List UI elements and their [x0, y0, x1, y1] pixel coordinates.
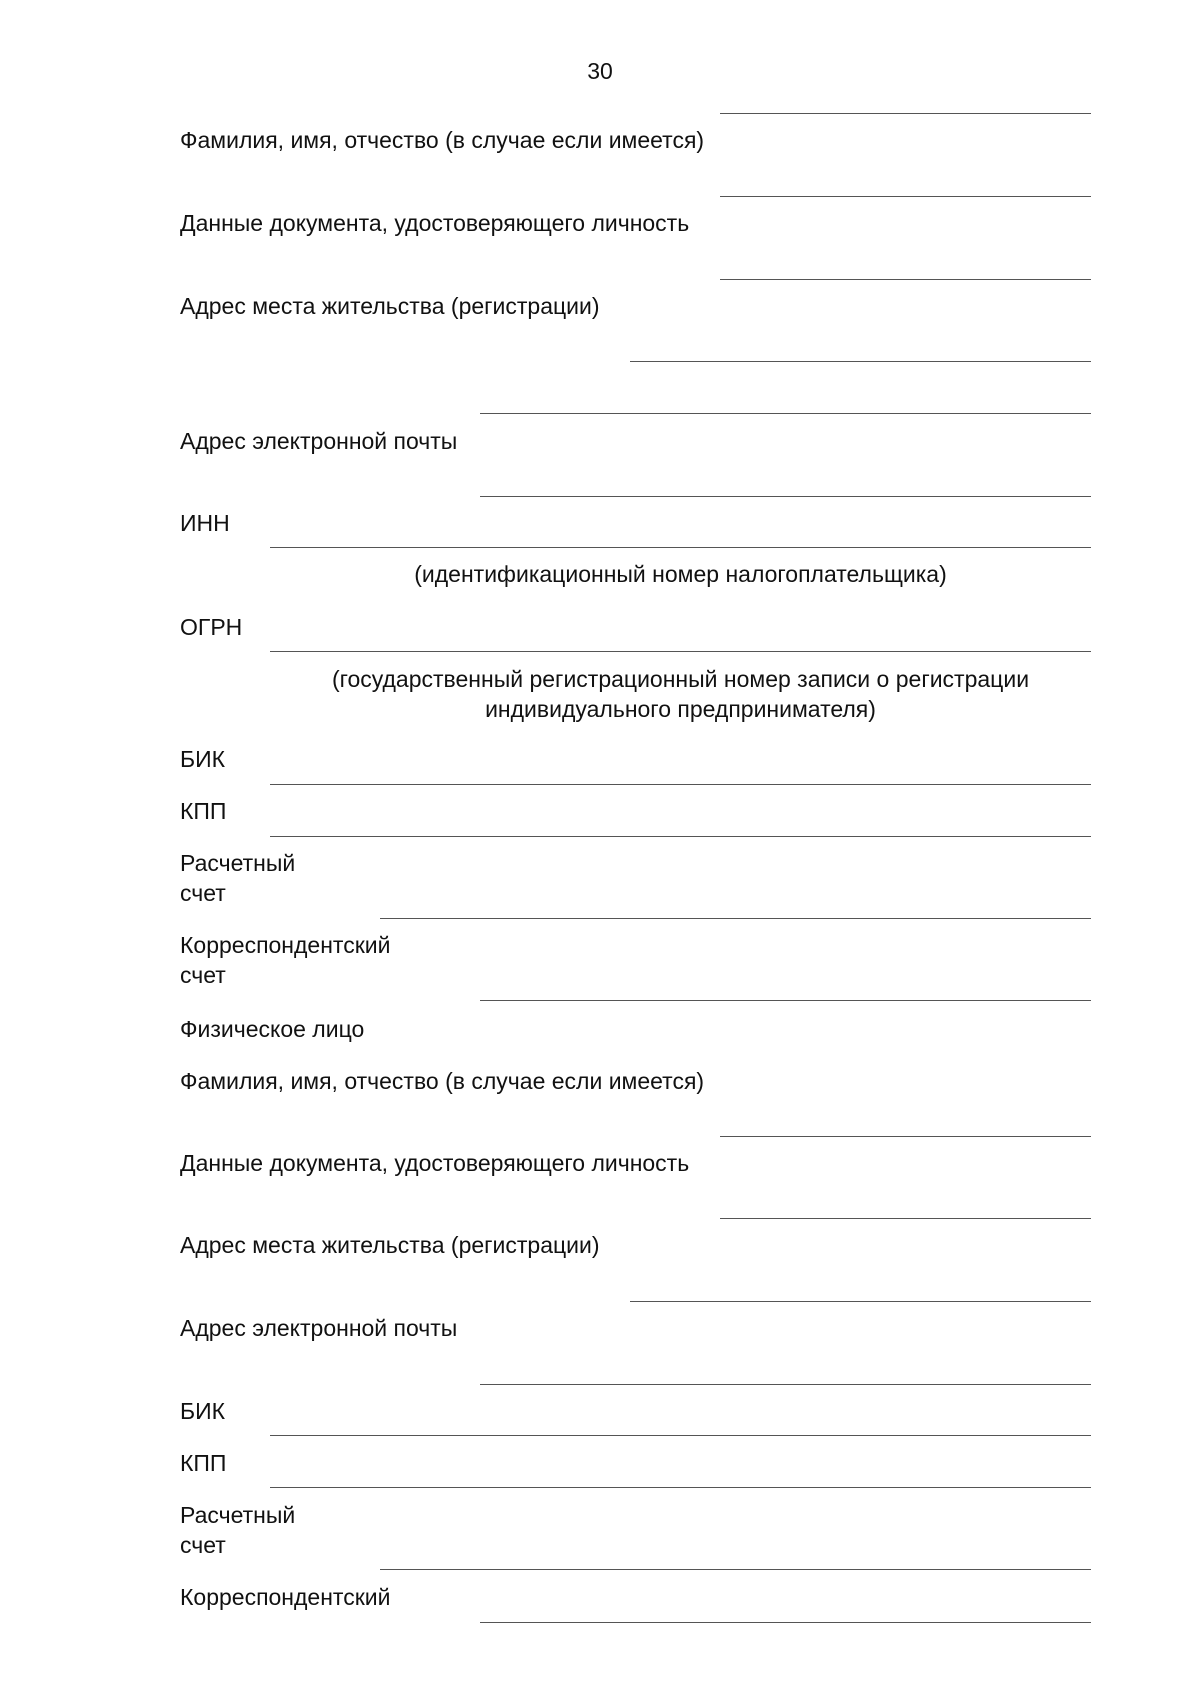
email-field-2[interactable] [480, 1384, 1091, 1385]
ogrn-field[interactable] [270, 651, 1091, 652]
email-field[interactable] [480, 496, 1091, 497]
id-doc-field-2[interactable] [720, 1218, 1091, 1219]
section-heading: Физическое лицо [180, 1016, 365, 1042]
kpp-field[interactable] [270, 836, 1091, 837]
kpp-field-2[interactable] [270, 1487, 1091, 1488]
fio-field-2[interactable] [720, 1136, 1091, 1137]
account-field[interactable] [380, 918, 1091, 919]
id-doc-label: Данные документа, удостоверяющего личность [180, 210, 690, 236]
address-field-2[interactable] [630, 1301, 1091, 1302]
ogrn-caption: (государственный регистрационный номер записи о регистрации индивидуального предпринимателя) [331, 666, 1030, 722]
id-doc-label-2: Данные документа, удостоверяющего личность [180, 1150, 690, 1176]
kpp-label-2: КПП [180, 1450, 227, 1476]
bik-label: БИК [180, 746, 226, 772]
ogrn-label: ОГРН [180, 614, 243, 640]
email-label: Адрес электронной почты [180, 428, 458, 454]
fio-line-top [720, 113, 1091, 114]
address-field-continued[interactable] [480, 413, 1091, 414]
id-doc-field[interactable] [720, 279, 1091, 280]
account-label-2: Расчетный счет [180, 1502, 296, 1558]
bik-field-2[interactable] [270, 1435, 1091, 1436]
inn-field[interactable] [270, 547, 1091, 548]
kpp-label: КПП [180, 798, 227, 824]
inn-label: ИНН [180, 510, 230, 536]
account-field-2[interactable] [380, 1569, 1091, 1570]
account-label: Расчетный счет [180, 850, 296, 906]
corr-account-field[interactable] [480, 1000, 1091, 1001]
corr-account-label: Корреспондентский счет [180, 932, 391, 988]
address-label-2: Адрес места жительства (регистрации) [180, 1232, 600, 1258]
fio-label: Фамилия, имя, отчество (в случае если имеется) [180, 127, 705, 153]
address-label: Адрес места жительства (регистрации) [180, 293, 600, 319]
email-label-2: Адрес электронной почты [180, 1315, 458, 1341]
bik-label-2: БИК [180, 1398, 226, 1424]
corr-account-field-2[interactable] [480, 1622, 1091, 1623]
fio-label-2: Фамилия, имя, отчество (в случае если имеется) [180, 1068, 705, 1094]
address-field[interactable] [630, 361, 1091, 362]
bik-field[interactable] [270, 784, 1091, 785]
fio-field[interactable] [720, 196, 1091, 197]
page-number: 30 [587, 58, 613, 84]
corr-account-label-2: Корреспондентский [180, 1584, 391, 1610]
inn-caption: (идентификационный номер налогоплательщика) [414, 561, 947, 587]
